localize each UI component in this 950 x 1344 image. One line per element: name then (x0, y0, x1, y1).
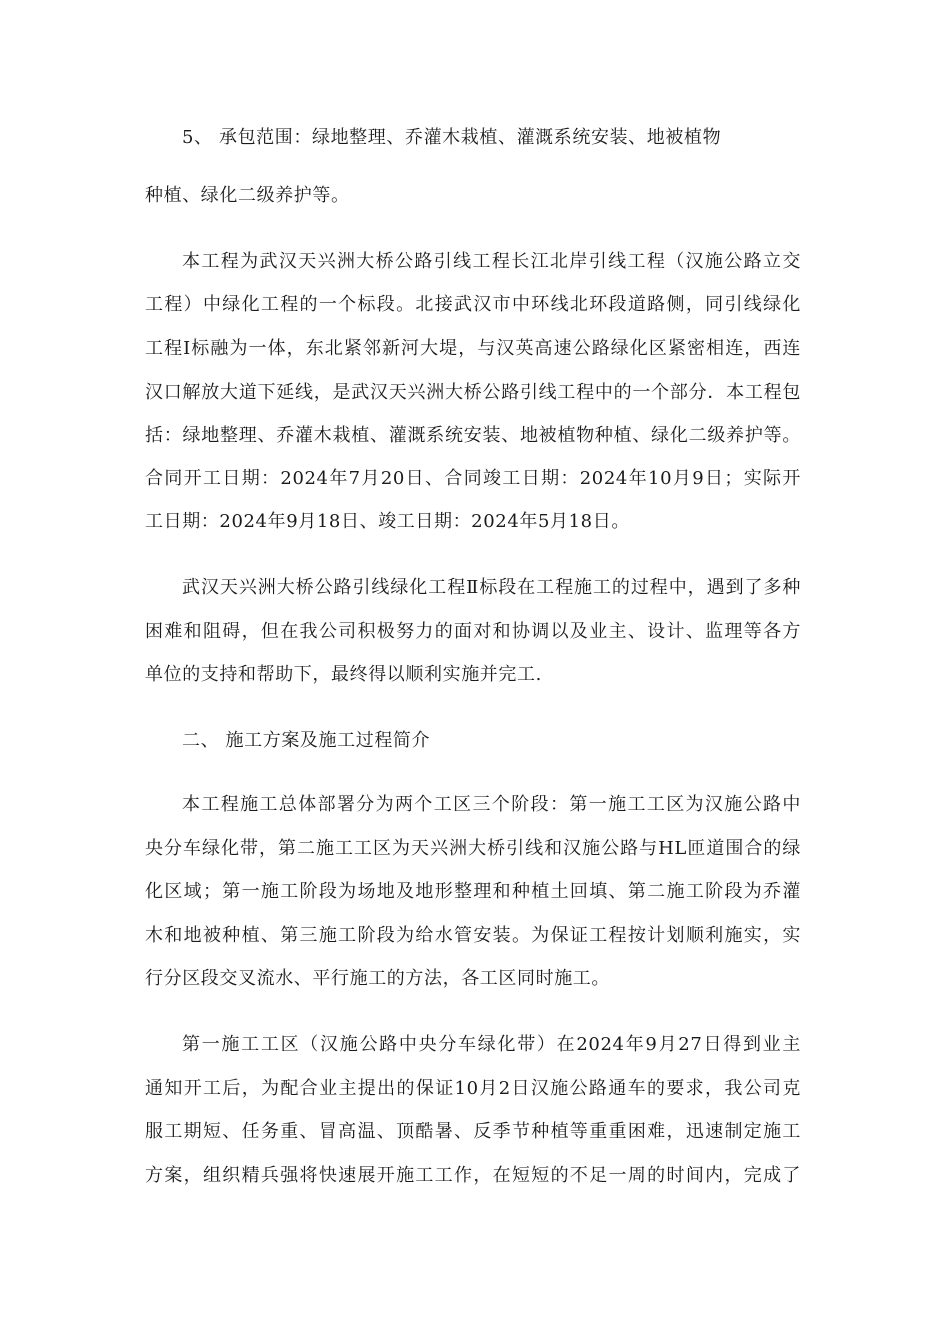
para2-line-1: 武汉天兴洲大桥公路引线绿化工程Ⅱ标段在工程施工的过程中，遇到了多种 (182, 577, 801, 598)
para1-line-4: 汉口解放大道下延线，是武汉天兴洲大桥公路引线工程中的一个部分．本工程包 (145, 382, 801, 403)
para3-line-3: 化区域；第一施工阶段为场地及地形整理和种植土回填、第二施工阶段为乔灌 (145, 881, 801, 902)
para1-line-2: 工程）中绿化工程的一个标段。北接武汉市中环线北环段道路侧，同引线绿化 (145, 294, 801, 315)
para1-line-7: 工日期：2024年9月18日、竣工日期：2024年5月18日。 (145, 511, 630, 532)
para1-line-5: 括：绿地整理、乔灌木栽植、灌溉系统安装、地被植物种植、绿化二级养护等。 (145, 425, 801, 446)
para2-line-2: 困难和阻碍，但在我公司积极努力的面对和协调以及业主、设计、监理等各方 (145, 621, 801, 642)
section-heading: 二、 施工方案及施工过程简介 (182, 730, 431, 751)
para2-line-3: 单位的支持和帮助下，最终得以顺利实施并完工. (145, 664, 542, 685)
para3-line-2: 央分车绿化带，第二施工工区为天兴洲大桥引线和汉施公路与HL匝道围合的绿 (145, 838, 801, 859)
para3-line-4: 木和地被种植、第三施工阶段为给水管安装。为保证工程按计划顺利施实，实 (145, 925, 801, 946)
para1-line-3: 工程Ⅰ标融为一体，东北紧邻新河大堤，与汉英高速公路绿化区紧密相连，西连 (145, 338, 801, 359)
para4-line-1: 第一施工工区（汉施公路中央分车绿化带）在2024年9月27日得到业主 (182, 1034, 801, 1055)
para3-line-1: 本工程施工总体部署分为两个工区三个阶段：第一施工工区为汉施公路中 (182, 794, 801, 815)
para3-line-5: 行分区段交叉流水、平行施工的方法，各工区同时施工。 (145, 968, 610, 989)
para1-line-6: 合同开工日期：2024年7月20日、合同竣工日期：2024年10月9日；实际开 (145, 468, 801, 489)
scope-item-line-1: 5、 承包范围：绿地整理、乔灌木栽植、灌溉系统安装、地被植物 (182, 127, 722, 148)
para1-line-1: 本工程为武汉天兴洲大桥公路引线工程长江北岸引线工程（汉施公路立交 (182, 251, 801, 272)
scope-item-line-2: 种植、绿化二级养护等。 (145, 185, 350, 206)
para4-line-4: 方案，组织精兵强将快速展开施工工作，在短短的不足一周的时间内，完成了 (145, 1165, 801, 1186)
para4-line-2: 通知开工后，为配合业主提出的保证10月2日汉施公路通车的要求，我公司克 (145, 1078, 801, 1099)
para4-line-3: 服工期短、任务重、冒高温、顶酷暑、反季节种植等重重困难，迅速制定施工 (145, 1121, 801, 1142)
